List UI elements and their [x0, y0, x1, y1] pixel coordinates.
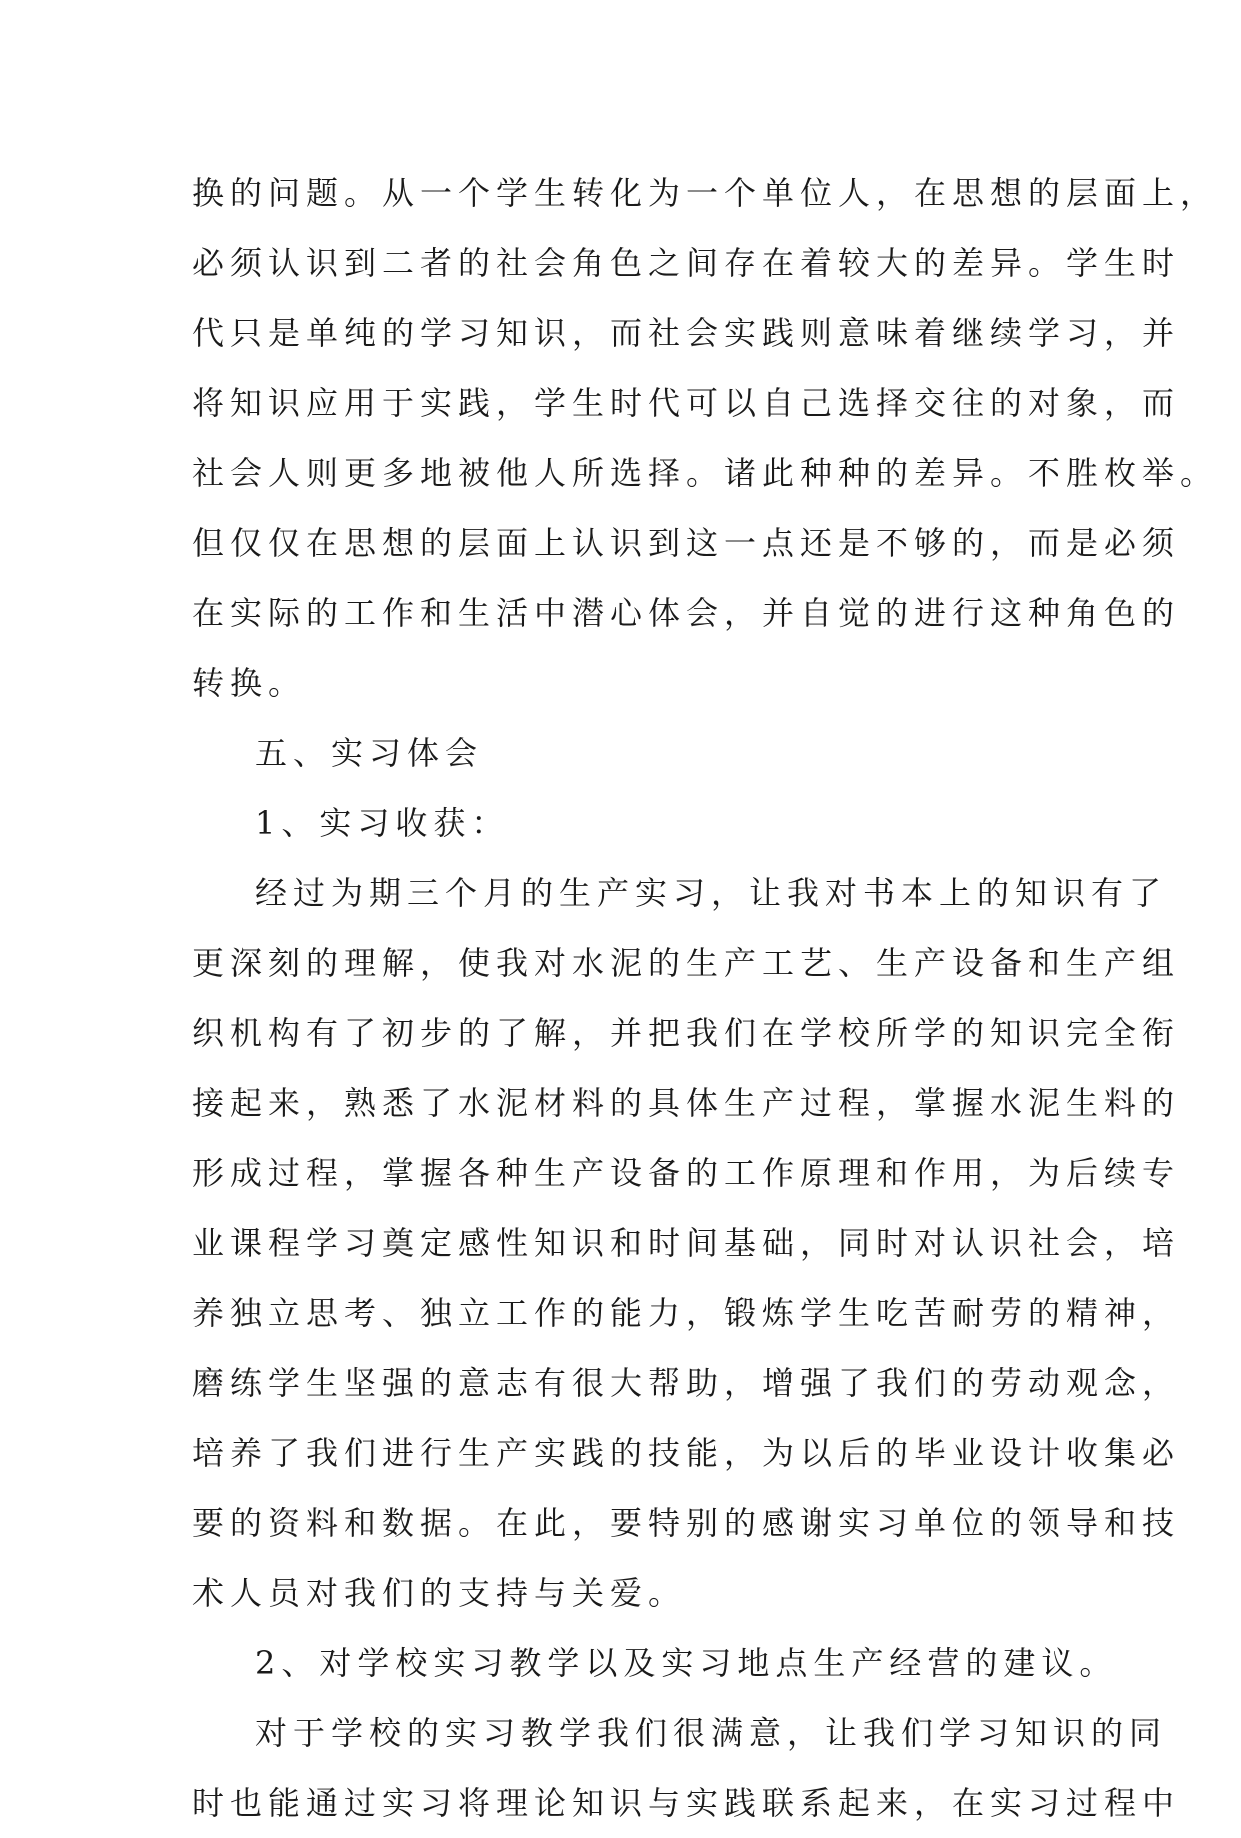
text-line: 业课程学习奠定感性知识和时间基础，同时对认识社会，培	[192, 1224, 1181, 1262]
text-line: 织机构有了初步的了解，并把我们在学校所学的知识完全衔	[192, 1014, 1181, 1052]
text-line: 养独立思考、独立工作的能力，锻炼学生吃苦耐劳的精神，	[192, 1294, 1181, 1332]
text-line: 要的资料和数据。在此，要特别的感谢实习单位的领导和技	[192, 1504, 1181, 1542]
text-line: 术人员对我们的支持与关爱。	[192, 1574, 687, 1612]
section-heading: 五、实习体会	[255, 734, 484, 772]
subsection-heading: 1、实习收获：	[255, 804, 510, 842]
body-text	[192, 158, 1219, 1838]
text-line: 经过为期三个月的生产实习，让我对书本上的知识有了	[255, 874, 1168, 912]
text-line: 对于学校的实习教学我们很满意，让我们学习知识的同	[255, 1714, 1168, 1752]
text-line: 换的问题。从一个学生转化为一个单位人，在思想的层面上，	[192, 174, 1219, 212]
text-line: 更深刻的理解，使我对水泥的生产工艺、生产设备和生产组	[192, 944, 1181, 982]
text-line: 转换。	[192, 664, 307, 702]
text-line: 但仅仅在思想的层面上认识到这一点还是不够的，而是必须	[192, 524, 1181, 562]
text-line: 必须认识到二者的社会角色之间存在着较大的差异。学生时	[192, 244, 1181, 282]
text-line: 社会人则更多地被他人所选择。诸此种种的差异。不胜枚举。	[192, 454, 1219, 492]
text-line: 形成过程，掌握各种生产设备的工作原理和作用，为后续专	[192, 1154, 1181, 1192]
text-line: 代只是单纯的学习知识，而社会实践则意味着继续学习，并	[192, 314, 1181, 352]
subsection-heading: 2、对学校实习教学以及实习地点生产经营的建议。	[255, 1644, 1118, 1682]
text-line: 培养了我们进行生产实践的技能，为以后的毕业设计收集必	[192, 1434, 1181, 1472]
text-line: 接起来，熟悉了水泥材料的具体生产过程，掌握水泥生料的	[192, 1084, 1181, 1122]
text-line: 将知识应用于实践，学生时代可以自己选择交往的对象，而	[192, 384, 1181, 422]
text-line: 在实际的工作和生活中潜心体会，并自觉的进行这种角色的	[192, 594, 1181, 632]
text-line: 磨练学生坚强的意志有很大帮助，增强了我们的劳动观念，	[192, 1364, 1181, 1402]
text-line: 时也能通过实习将理论知识与实践联系起来，在实习过程中	[192, 1784, 1181, 1822]
